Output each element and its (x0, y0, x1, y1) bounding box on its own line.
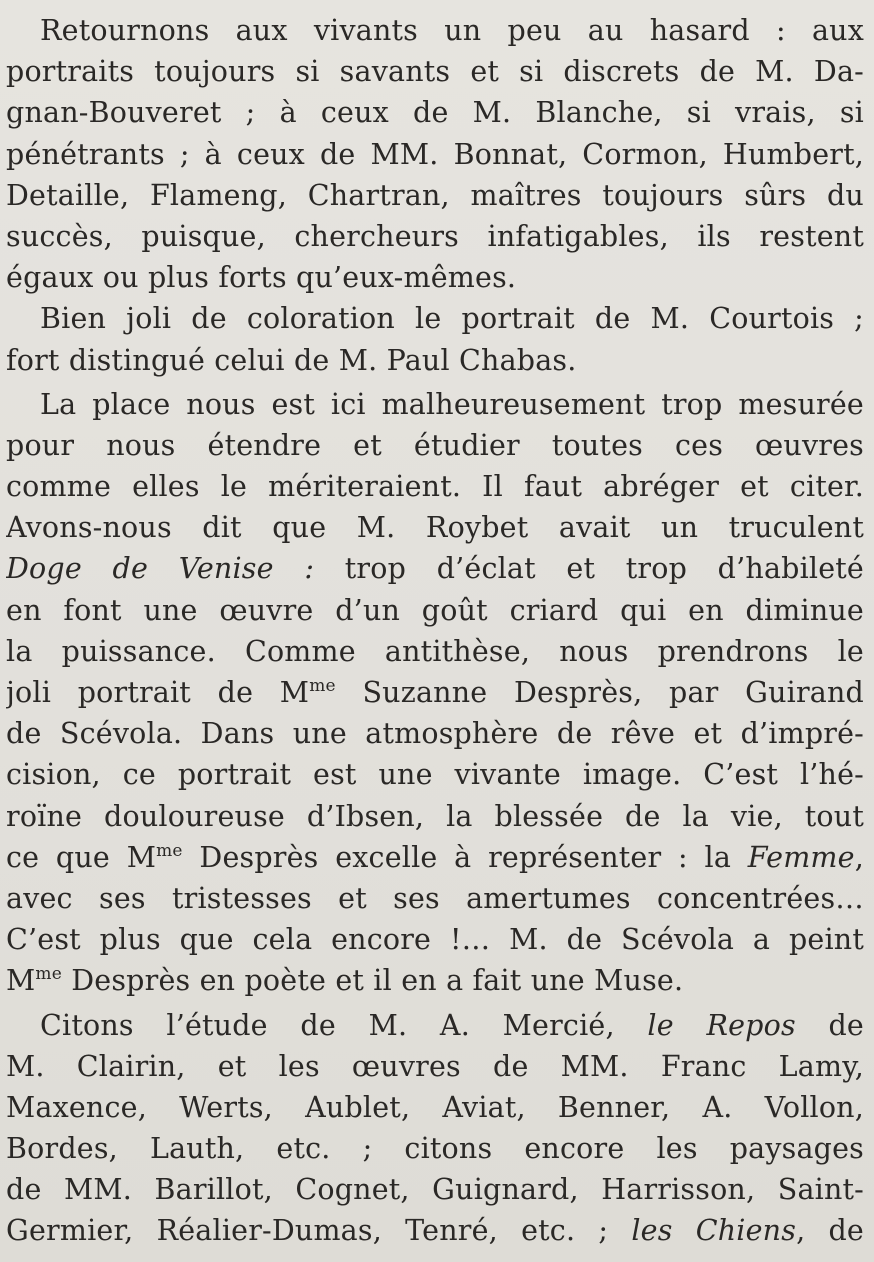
article-text (6, 10, 864, 1252)
text-line: M. Clairin, et les œuvres de MM. Franc Lamy, (6, 1049, 864, 1083)
text-line: la puissance. Comme antithèse, nous prendrons le (6, 634, 864, 668)
text-line: roïne douloureuse d’Ibsen, la blessée de la vie, tout (6, 799, 864, 833)
text-line: pénétrants ; à ceux de MM. Bonnat, Cormon, Humbert, (6, 137, 864, 171)
text-line: Avons-nous dit que M. Roybet avait un truculent (6, 511, 864, 545)
text-line: de MM. Barillot, Cognet, Guignard, Harrisson, Saint- (6, 1173, 864, 1207)
text-line: $M^{me}$ Desprès en poète et il en a fait une Muse. (6, 964, 684, 998)
text-line: Bordes, Lauth, etc. ; citons encore les paysages (6, 1132, 864, 1166)
text-line: La place nous est ici malheureusement trop mesurée (40, 387, 864, 421)
text-line: Retournons aux vivants un peu au hasard : aux (40, 14, 864, 47)
text-line: joli portrait de $M^{me}$ Suzanne Desprès, par Guirand (6, 676, 864, 709)
text-line: gnan-Bouveret ; à ceux de M. Blanche, si vrais, si (6, 96, 864, 130)
text-line: Doge de Venise : trop d’éclat et trop d’habileté (6, 552, 864, 586)
text-line: de Scévola. Dans une atmosphère de rêve et d’impré- (6, 717, 864, 751)
artwork-title: Femme (747, 840, 855, 874)
text-line: avec ses tristesses et ses amertumes concentrées… (6, 881, 864, 915)
text-line: comme elles le mériteraient. Il faut abréger et citer. (6, 470, 864, 504)
text-line: égaux ou plus forts qu’eux-mêmes. (6, 261, 517, 295)
artwork-title: Doge de Venise : (6, 552, 315, 586)
text-line: Detaille, Flameng, Chartran, maîtres toujours sûrs du (6, 178, 864, 212)
text-line: succès, puisque, chercheurs infatigables, ils restent (6, 219, 864, 253)
text-line: cision, ce portrait est une vivante image. C’est l’hé- (6, 758, 864, 792)
text-line: en font une œuvre d’un goût criard qui en diminue (6, 593, 864, 627)
text-line: C’est plus que cela encore !… M. de Scévola a peint (6, 923, 864, 957)
text-line: ce que $M^{me}$ Desprès excelle à représenter : la Femme, (6, 840, 864, 874)
text-line: Citons l’étude de M. A. Mercié, le Repos de (40, 1008, 864, 1042)
paragraph-3 (6, 384, 864, 1002)
text-line: Maxence, Werts, Aublet, Aviat, Benner, A. Vollon, (6, 1090, 864, 1124)
text-line: portraits toujours si savants et si discrets de M. Da- (6, 55, 864, 89)
cut-off-previous-line (40, 0, 520, 7)
text-line: Germier, Réalier-Dumas, Tenré, etc. ; les Chiens, de (6, 1214, 864, 1248)
text-line: fort distingué celui de M. Paul Chabas. (6, 343, 577, 377)
text-line: Bien joli de coloration le portrait de M. Courtois ; (40, 302, 864, 336)
artwork-title: le Repos (647, 1008, 796, 1042)
paragraph-2 (6, 298, 864, 380)
text-line: pour nous étendre et étudier toutes ces œuvres (6, 428, 864, 462)
artwork-title: les Chiens (631, 1214, 797, 1248)
paragraph-4 (6, 1005, 864, 1252)
paragraph-1 (6, 10, 864, 298)
